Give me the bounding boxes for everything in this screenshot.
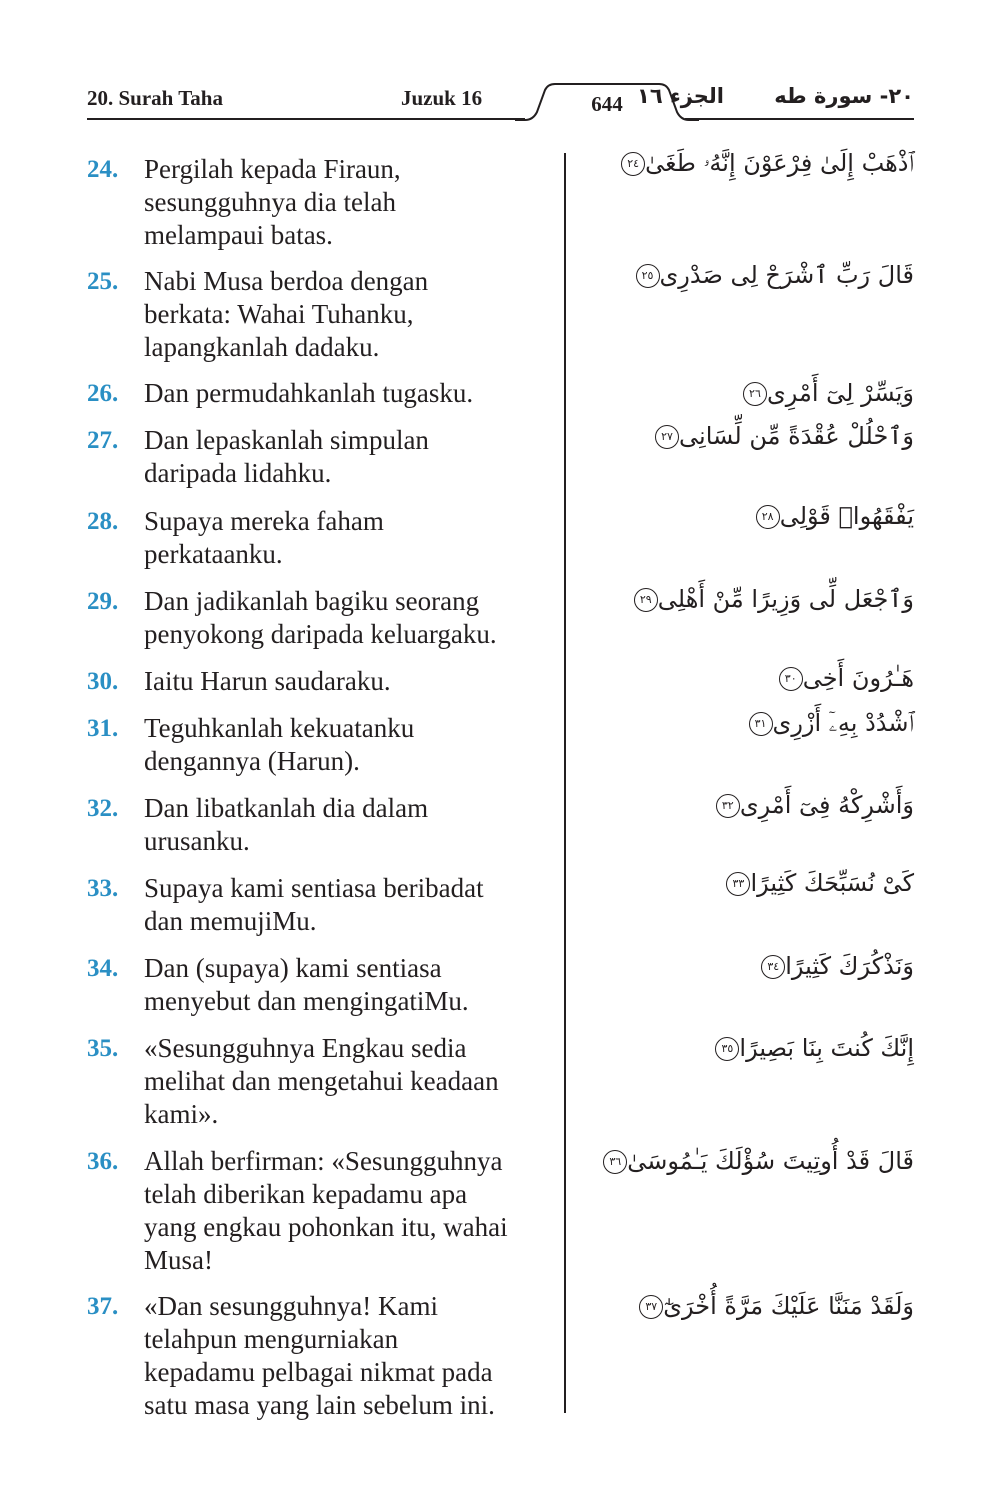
arabic-juz-label: الجزء ١٦ [637, 84, 724, 108]
surah-title: 20. Surah Taha [87, 86, 223, 110]
verse-translation: Teguhkanlah kekuatanku dengannya (Harun). [144, 713, 415, 776]
verse-arabic [584, 1032, 914, 1065]
verse-arabic [584, 147, 914, 180]
verse-arabic [584, 500, 914, 533]
verse-translation: Pergilah kepada Firaun, sesungguhnya dia telah melampaui batas. [144, 154, 401, 250]
verse-arabic [584, 707, 914, 740]
verse-number: 31. [87, 715, 119, 742]
arabic-text: قَالَ رَبِّ ٱشْرَحْ لِى صَدْرِى [659, 261, 914, 289]
arabic-text: وَٱحْلُلْ عُقْدَةً مِّن لِّسَانِى [679, 422, 914, 450]
ayah-end-marker: ٣٧ [639, 1295, 663, 1319]
ayah-end-marker: ٢٦ [743, 382, 767, 406]
verse-arabic [584, 1290, 914, 1323]
ayah-end-marker: ٣١ [749, 712, 773, 736]
arabic-surah-title: ٢٠- سورة طه [774, 84, 914, 108]
ayah-end-marker: ٢٧ [655, 425, 679, 449]
verse-translation: Supaya mereka faham perkataanku. [144, 506, 384, 569]
verse-arabic [584, 867, 914, 900]
ayah-end-marker: ٣٠ [779, 667, 803, 691]
arabic-text: وَيَسِّرْ لِىٓ أَمْرِى [766, 379, 914, 407]
verse-number: 35. [87, 1035, 119, 1062]
verse-translation: Supaya kami sentiasa beribadat dan memujiMu. [144, 873, 484, 936]
verse-translation: Allah berfirman: «Sesungguhnya telah diberikan kepadamu apa yang engkau pohonkan itu, wahai Musa! [144, 1146, 508, 1275]
verse-number: 29. [87, 588, 119, 615]
ayah-end-marker: ٣٣ [726, 872, 750, 896]
header-rule-right [685, 118, 914, 120]
verse-translation: Dan libatkanlah dia dalam urusanku. [144, 793, 429, 856]
verse-translation: Dan (supaya) kami sentiasa menyebut dan mengingatiMu. [144, 953, 469, 1016]
column-divider [564, 153, 566, 1413]
ayah-end-marker: ٣٤ [761, 955, 785, 979]
ayah-end-marker: ٢٨ [756, 505, 780, 529]
verse-number: 26. [87, 380, 119, 407]
verse-arabic [584, 789, 914, 822]
verse-number: 28. [87, 508, 119, 535]
verse-number: 24. [87, 156, 119, 183]
verse-number: 27. [87, 427, 119, 454]
verse-number: 33. [87, 875, 119, 902]
verse-number: 34. [87, 955, 119, 982]
verse-translation: Iaitu Harun saudaraku. [144, 666, 391, 696]
verse-arabic [584, 420, 914, 453]
ayah-end-marker: ٢٥ [636, 264, 660, 288]
verse-number: 32. [87, 795, 119, 822]
verse-arabic [584, 377, 914, 410]
arabic-text: ٱشْدُدْ بِهِۦٓ أَزْرِى [772, 709, 914, 737]
verse-arabic [584, 950, 914, 983]
ayah-end-marker: ٢٩ [634, 588, 658, 612]
arabic-text: وَلَقَدْ مَنَنَّا عَلَيْكَ مَرَّةً أُخْرَىٰٓ [663, 1292, 914, 1320]
ayah-end-marker: ٢٤ [621, 152, 645, 176]
verse-translation: Nabi Musa berdoa dengan berkata: Wahai Tuhanku, lapangkanlah dadaku. [144, 266, 429, 362]
arabic-text: ٱذْهَبْ إِلَىٰ فِرْعَوْنَ إِنَّهُۥ طَغَىٰ [645, 149, 914, 177]
verse-arabic [584, 259, 914, 292]
verse-translation: «Dan sesungguhnya! Kami telahpun mengurniakan kepadamu pelbagai nikmat pada satu masa yang lain sebelum ini. [144, 1291, 495, 1420]
verse-translation: «Sesungguhnya Engkau sedia melihat dan mengetahui keadaan kami». [144, 1033, 499, 1129]
verse-arabic [584, 1145, 914, 1178]
ayah-end-marker: ٣٦ [603, 1150, 627, 1174]
ayah-end-marker: ٣٥ [715, 1037, 739, 1061]
page-header [87, 82, 914, 120]
verse-arabic [584, 662, 914, 695]
verse-number: 36. [87, 1148, 119, 1175]
header-rule-left [87, 118, 525, 120]
arabic-text: وَٱجْعَل لِّى وَزِيرًا مِّنْ أَهْلِى [657, 585, 914, 613]
arabic-text: قَالَ قَدْ أُوتِيتَ سُؤْلَكَ يَـٰمُوسَىٰ [627, 1147, 914, 1175]
verse-translation: Dan permudahkanlah tugasku. [144, 378, 474, 408]
verse-translation: Dan lepaskanlah simpulan daripada lidahku. [144, 425, 429, 488]
juzuk-label: Juzuk 16 [401, 86, 483, 110]
verse-translation: Dan jadikanlah bagiku seorang penyokong daripada keluargaku. [144, 586, 497, 649]
ayah-end-marker: ٣٢ [716, 794, 740, 818]
arabic-text: إِنَّكَ كُنتَ بِنَا بَصِيرًا [739, 1034, 914, 1062]
arabic-text: هَـٰرُونَ أَخِى [802, 664, 914, 692]
verse-number: 30. [87, 668, 119, 695]
arabic-text: كَىْ نُسَبِّحَكَ كَثِيرًا [750, 869, 914, 897]
verse-number: 25. [87, 268, 119, 295]
verse-arabic [584, 583, 914, 616]
page-number: 644 [591, 92, 623, 116]
verse-number: 37. [87, 1293, 119, 1320]
arabic-text: وَنَذْكُرَكَ كَثِيرًا [785, 952, 914, 980]
arabic-text: وَأَشْرِكْهُ فِىٓ أَمْرِى [739, 791, 914, 819]
arabic-text: يَفْقَهُوا۟ قَوْلِى [779, 502, 914, 530]
